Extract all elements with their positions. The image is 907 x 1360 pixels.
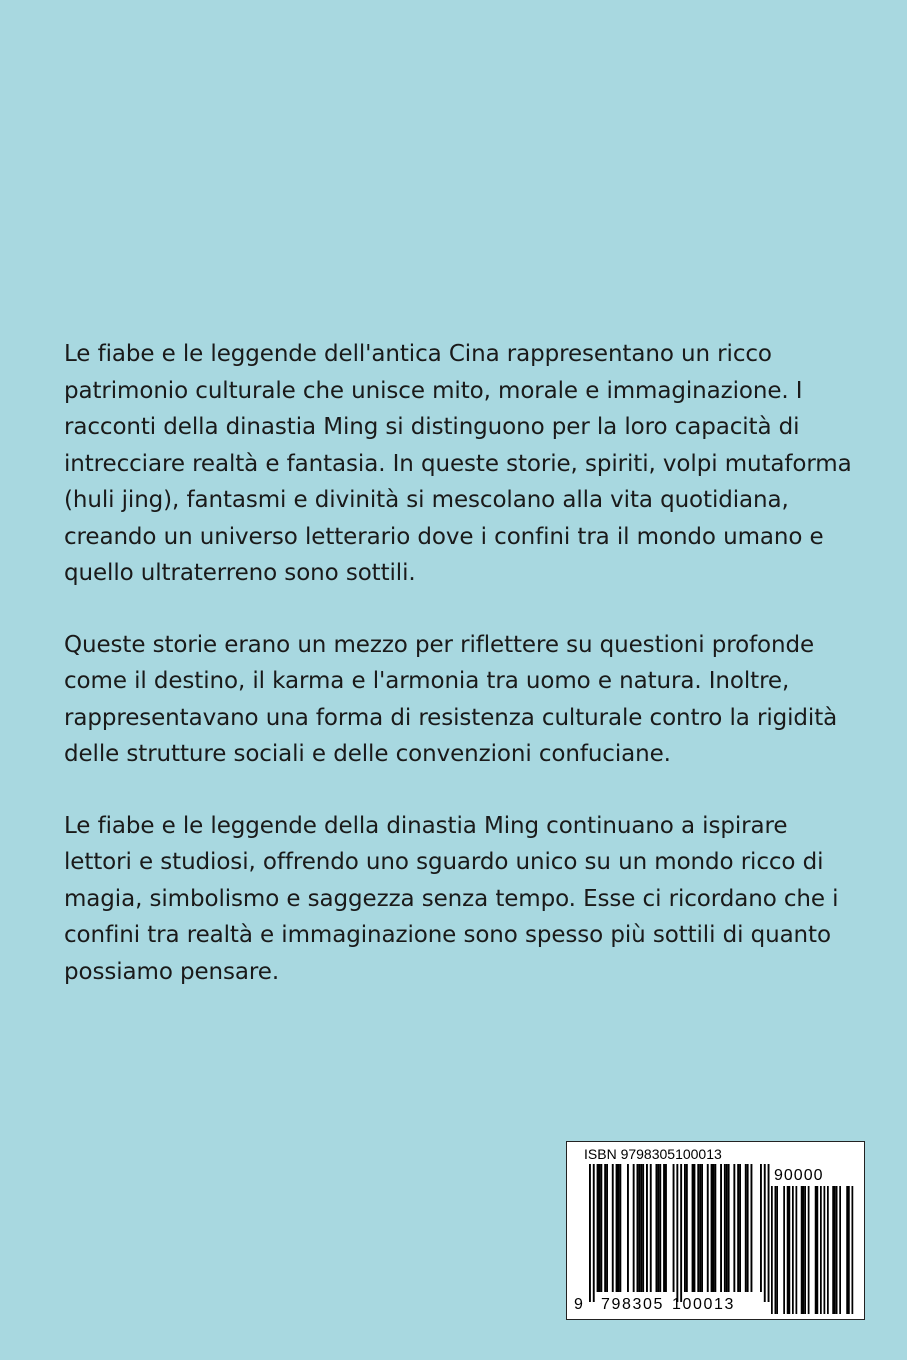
barcode-bar-3 xyxy=(599,1164,601,1292)
barcode-bar-37 xyxy=(714,1164,716,1292)
isbn-barcode xyxy=(566,1141,865,1320)
barcode-bar-12 xyxy=(633,1164,635,1292)
addon-bar-37 xyxy=(836,1186,838,1314)
barcode-bar-42 xyxy=(733,1164,735,1292)
addon-bar-44 xyxy=(848,1186,850,1314)
addon-bar-14 xyxy=(796,1186,798,1314)
barcode-bar-21 xyxy=(659,1164,661,1292)
barcode-bar-16 xyxy=(642,1164,644,1292)
barcode-bar-19 xyxy=(656,1164,658,1292)
barcode-bar-49 xyxy=(764,1164,766,1302)
barcode-bar-45 xyxy=(745,1164,747,1292)
addon-bar-30 xyxy=(824,1186,826,1314)
barcode-bar-9 xyxy=(618,1164,620,1292)
addon-bar-10 xyxy=(789,1186,791,1314)
addon-bar-32 xyxy=(827,1186,829,1314)
addon-bar-17 xyxy=(801,1186,803,1314)
barcode-bar-25 xyxy=(676,1164,678,1302)
barcode-bar-1 xyxy=(593,1164,595,1302)
addon-bar-25 xyxy=(815,1186,817,1314)
addon-bar-2 xyxy=(775,1186,777,1314)
barcode-bar-41 xyxy=(728,1164,730,1292)
addon-bar-7 xyxy=(783,1186,785,1314)
isbn-label: ISBN 9798305100013 xyxy=(584,1146,722,1162)
barcode-bar-30 xyxy=(694,1164,696,1292)
barcode-bar-5 xyxy=(604,1164,606,1292)
barcode-bar-18 xyxy=(650,1164,652,1292)
barcode-bar-39 xyxy=(724,1164,726,1292)
barcode-bar-35 xyxy=(711,1164,713,1292)
addon-digits: 90000 xyxy=(774,1167,824,1184)
barcode-bar-22 xyxy=(663,1164,665,1292)
barcode-digits-right: 100013 xyxy=(672,1296,735,1313)
addon-bar-0 xyxy=(771,1186,773,1314)
barcode-digits-left: 798305 xyxy=(601,1296,664,1313)
barcode-bar-34 xyxy=(707,1164,709,1292)
barcode-bar-6 xyxy=(606,1164,608,1292)
addon-bar-19 xyxy=(804,1186,806,1314)
barcode-bar-44 xyxy=(739,1164,741,1292)
barcode-bar-2 xyxy=(597,1164,599,1292)
back-cover-blurb xyxy=(64,336,854,1025)
addon-bar-9 xyxy=(787,1186,789,1314)
addon-bar-39 xyxy=(839,1186,841,1314)
addon-bar-21 xyxy=(808,1186,810,1314)
barcode-bar-17 xyxy=(646,1164,648,1292)
barcode-bar-36 xyxy=(713,1164,715,1292)
barcode-bar-50 xyxy=(768,1164,770,1302)
blurb-paragraph-1: Le fiabe e le leggende dell'antica Cina rappresentano un ricco patrimonio culturale che unisce mito, morale e immaginazione. I racconti della dinastia Ming si distinguono per la loro capacità di intrecciare realtà e fantasia. In queste storie, spiriti, volpi mutaforma (huli jing), fantasmi e divinità si mescolano alla vita quotidiana, creando un universo letterario dove i confini tra il mondo umano e quello ultraterreno sono sottili. xyxy=(64,341,852,586)
addon-bar-46 xyxy=(852,1186,854,1314)
barcode-bar-31 xyxy=(697,1164,699,1292)
barcode-bar-8 xyxy=(616,1164,618,1292)
blurb-paragraph-2: Queste storie erano un mezzo per riflettere su questioni profonde come il destino, il karma e l'armonia tra uomo e natura. Inoltre, rappresentavano una forma di resistenza culturale contro la rigidità delle strutture sociali e delle convenzioni confuciane. xyxy=(64,631,838,767)
addon-bar-26 xyxy=(817,1186,819,1314)
addon-bar-3 xyxy=(776,1186,778,1314)
barcode-bar-10 xyxy=(619,1164,621,1292)
barcode-bar-40 xyxy=(726,1164,728,1292)
barcode-bar-11 xyxy=(627,1164,629,1292)
addon-bar-28 xyxy=(820,1186,822,1314)
barcode-bar-32 xyxy=(699,1164,701,1292)
barcode-bar-4 xyxy=(600,1164,602,1292)
barcode-bar-15 xyxy=(640,1164,642,1292)
barcode-bar-38 xyxy=(720,1164,722,1292)
barcode-bar-0 xyxy=(589,1164,591,1302)
barcode-bar-24 xyxy=(673,1164,675,1292)
addon-bar-35 xyxy=(832,1186,834,1314)
barcode-bar-13 xyxy=(637,1164,639,1292)
barcode-bar-33 xyxy=(701,1164,703,1292)
barcode-bar-47 xyxy=(751,1164,753,1292)
barcode-bar-46 xyxy=(747,1164,749,1292)
barcode-bar-29 xyxy=(692,1164,694,1292)
barcode-bar-20 xyxy=(657,1164,659,1292)
barcode-bar-48 xyxy=(760,1164,762,1292)
blurb-paragraph-3: Le fiabe e le leggende della dinastia Ming continuano a ispirare lettori e studiosi, offrendo uno sguardo unico su un mondo ricco di magia, simbolismo e saggezza senza tempo. Esse ci ricordano che i confini tra realtà e immaginazione sono spesso più sottili di quanto possiamo pensare. xyxy=(64,812,839,985)
barcode-bar-14 xyxy=(638,1164,640,1292)
barcode-digit-first: 9 xyxy=(574,1296,583,1313)
barcode-bar-27 xyxy=(684,1164,686,1292)
barcode-bar-26 xyxy=(680,1164,682,1302)
addon-bar-18 xyxy=(803,1186,805,1314)
addon-bar-36 xyxy=(834,1186,836,1314)
addon-bar-43 xyxy=(846,1186,848,1314)
barcode-bar-23 xyxy=(665,1164,667,1292)
addon-bar-12 xyxy=(792,1186,794,1314)
barcode-bar-28 xyxy=(686,1164,688,1292)
barcode-bars xyxy=(567,1142,864,1319)
barcode-bar-43 xyxy=(737,1164,739,1292)
barcode-bar-7 xyxy=(612,1164,614,1292)
